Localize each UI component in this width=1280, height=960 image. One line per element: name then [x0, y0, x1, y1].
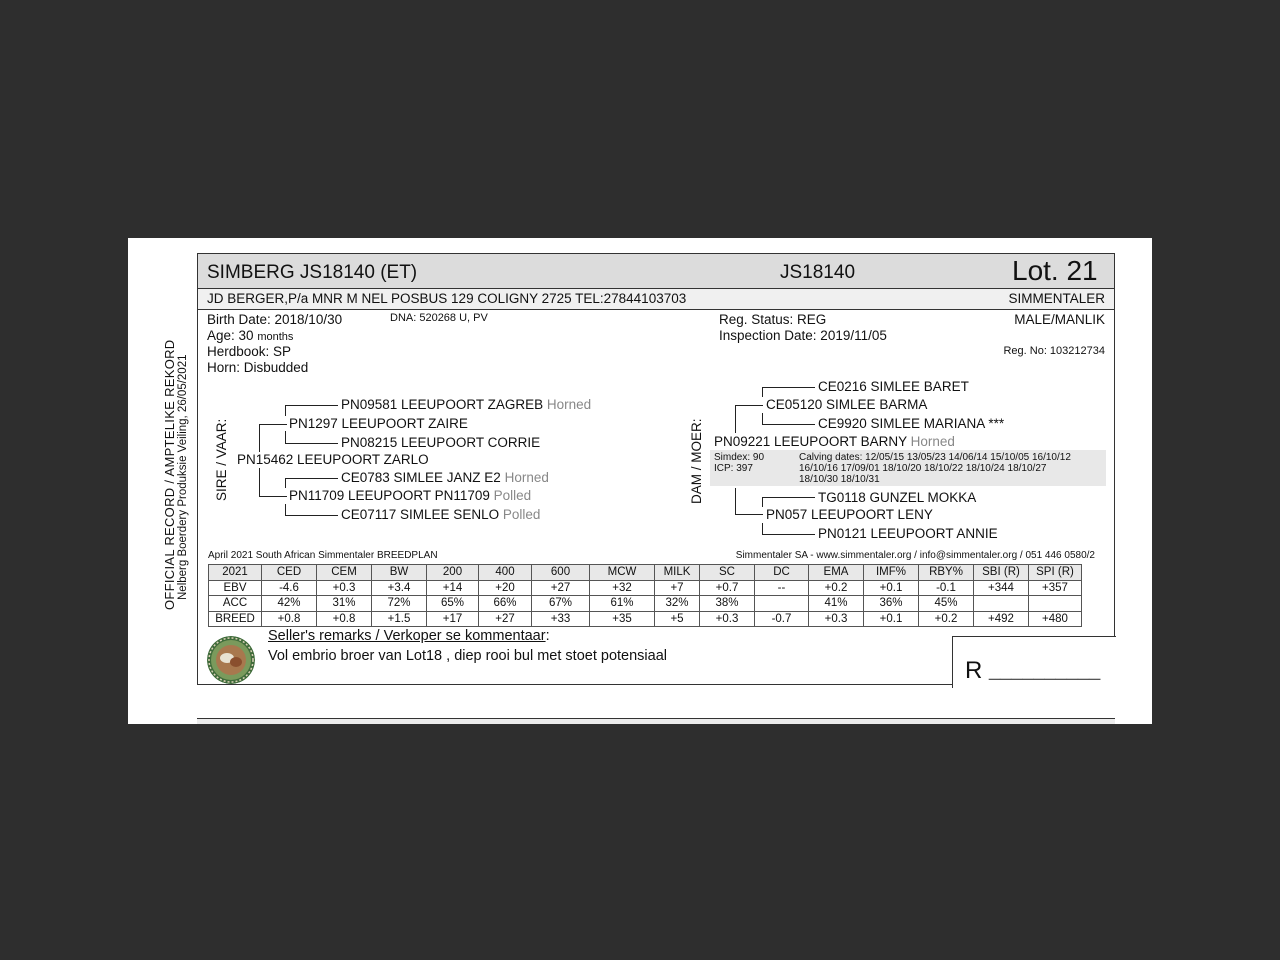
ebv-cell: +14 [427, 580, 479, 596]
ebv-cell: 41% [809, 596, 864, 612]
ebv-cell [755, 596, 809, 612]
age: Age: 30 months [207, 328, 294, 343]
ebv-header-cell: 400 [479, 565, 532, 581]
dam-label: DAM / MOER: [689, 418, 704, 504]
reg-status: Reg. Status: REG [719, 312, 827, 327]
ebv-cell: +0.7 [700, 580, 755, 596]
ebv-table [208, 564, 1082, 627]
inspection-date: Inspection Date: 2019/11/05 [719, 328, 887, 343]
ebv-cell: -0.7 [755, 611, 809, 627]
ebv-row [209, 580, 1082, 596]
ebv-cell: 61% [590, 596, 655, 612]
dam-tag: Horned [910, 434, 955, 449]
ebv-cell: +0.2 [809, 580, 864, 596]
dam-sire: CE05120 SIMLEE BARMA [766, 397, 928, 412]
ebv-header-cell: SPI (R) [1029, 565, 1082, 581]
sire-name: PN15462 LEEUPOORT ZARLO [237, 452, 429, 467]
ebv-header-cell: EMA [809, 565, 864, 581]
sire-label: SIRE / VAAR: [214, 418, 229, 501]
ebv-cell: 66% [479, 596, 532, 612]
animal-name: SIMBERG JS18140 (ET) [207, 262, 418, 283]
price-blank: __________ [989, 659, 1101, 681]
ebv-cell: 36% [864, 596, 919, 612]
ebv-cell: +1.5 [372, 611, 427, 627]
price-currency: R [965, 657, 983, 684]
ebv-cell: +32 [590, 580, 655, 596]
ebv-cell: +0.2 [919, 611, 974, 627]
ebv-cell: 65% [427, 596, 479, 612]
birth-date: Birth Date: 2018/10/30 [207, 312, 343, 327]
ebv-cell: +17 [427, 611, 479, 627]
ebv-cell: +0.8 [317, 611, 372, 627]
calving-dates-line1: Calving dates: 12/05/15 13/05/23 14/06/14 15/10/05 16/10/12 [799, 452, 1071, 463]
ebv-cell: 72% [372, 596, 427, 612]
simmentaler-logo [207, 636, 255, 684]
ebv-cell: +27 [532, 580, 590, 596]
simdex: Simdex: 90 [714, 452, 765, 463]
ebv-cell: +20 [479, 580, 532, 596]
ebv-cell: 42% [262, 596, 317, 612]
ebv-cell: +492 [974, 611, 1029, 627]
ebv-cell: +0.3 [317, 580, 372, 596]
price-box[interactable] [952, 636, 1116, 688]
ebv-cell: +0.1 [864, 611, 919, 627]
remarks-text: Vol embrio broer van Lot18 , diep rooi bul met stoet potensiaal [268, 648, 667, 664]
ebv-cell: +344 [974, 580, 1029, 596]
dam-name: PN09221 LEEUPOORT BARNY Horned [714, 434, 955, 449]
dam-sire-sire: CE0216 SIMLEE BARET [818, 379, 969, 394]
sire-sire-sire: PN09581 LEEUPOORT ZAGREB Horned [341, 397, 592, 412]
calving-dates-line2: 16/10/16 17/09/01 18/10/20 18/10/22 18/10/24 18/10/27 [799, 463, 1047, 474]
herdbook: Herdbook: SP [207, 344, 292, 359]
ebv-header-cell: CED [262, 565, 317, 581]
sdd-tag: Polled [502, 507, 541, 522]
ebv-cell [1029, 596, 1082, 612]
ebv-header-cell: MILK [655, 565, 700, 581]
catalogue-sheet [128, 238, 1152, 724]
ebv-header-cell: CEM [317, 565, 372, 581]
ebv-header-cell: RBY% [919, 565, 974, 581]
ebv-cell: 31% [317, 596, 372, 612]
sex: MALE/MANLIK [1014, 312, 1105, 327]
sds-tag: Horned [504, 470, 549, 485]
ebv-header-cell: MCW [590, 565, 655, 581]
dam-dam-sire: TG0118 GUNZEL MOKKA [818, 490, 977, 505]
dna-info: DNA: 520268 U, PV [390, 312, 488, 324]
ebv-row-label: ACC [209, 596, 262, 612]
dam-sire-dam: CE9920 SIMLEE MARIANA *** [818, 416, 1005, 431]
dam-dam: PN057 LEEUPOORT LENY [766, 507, 933, 522]
sss-tag: Horned [546, 397, 592, 412]
ebv-header-cell: SBI (R) [974, 565, 1029, 581]
owner-info: JD BERGER,P/a MNR M NEL POSBUS 129 COLIGNY 2725 TEL:27844103703 [207, 291, 687, 306]
official-record-label: OFFICIAL RECORD / AMPTELIKE REKORD [162, 339, 177, 610]
lot-number: Lot. 21 [1012, 255, 1098, 286]
ebv-cell: +7 [655, 580, 700, 596]
ebv-cell: +0.3 [809, 611, 864, 627]
breedplan-contact: Simmentaler SA - www.simmentaler.org / info@simmentaler.org / 051 446 0580/2 [735, 550, 1095, 561]
ebv-cell: -- [755, 580, 809, 596]
animal-id: JS18140 [780, 262, 856, 283]
ebv-header-cell: DC [755, 565, 809, 581]
ebv-header-cell: SC [700, 565, 755, 581]
ebv-cell: +35 [590, 611, 655, 627]
lot-card [197, 253, 1115, 685]
sire-dam-dam: CE07117 SIMLEE SENLO Polled [341, 507, 541, 522]
remarks-title: Seller's remarks / Verkoper se kommentaar: [268, 628, 550, 644]
ebv-header-cell: BW [372, 565, 427, 581]
ebv-cell: 67% [532, 596, 590, 612]
ebv-cell: +0.3 [700, 611, 755, 627]
ebv-cell: 32% [655, 596, 700, 612]
ebv-header-row [209, 565, 1082, 581]
ebv-cell: +27 [479, 611, 532, 627]
ebv-cell: -0.1 [919, 580, 974, 596]
sire-sire-dam: PN08215 LEEUPOORT CORRIE [341, 435, 541, 450]
ebv-row-label: BREED [209, 611, 262, 627]
sire-dam: PN11709 LEEUPOORT PN11709 Polled [289, 488, 532, 503]
sire-dam-tag: Polled [493, 488, 532, 503]
horn-status: Horn: Disbudded [207, 360, 309, 375]
ebv-header-cell: 2021 [209, 565, 262, 581]
ebv-cell: +480 [1029, 611, 1082, 627]
ebv-cell: +3.4 [372, 580, 427, 596]
ebv-cell [974, 596, 1029, 612]
title-bar [198, 254, 1114, 289]
ebv-cell: 45% [919, 596, 974, 612]
calving-info-box [710, 450, 1106, 486]
ebv-row-label: EBV [209, 580, 262, 596]
ebv-row [209, 611, 1082, 627]
ebv-header-cell: 600 [532, 565, 590, 581]
auction-name-label: Nelberg Boerdery Produksie Veiling, 26/05/2021 [177, 354, 189, 600]
ebv-cell: -4.6 [262, 580, 317, 596]
age-unit: months [257, 331, 294, 343]
dam-dam-dam: PN0121 LEEUPOORT ANNIE [818, 526, 998, 541]
icp: ICP: 397 [714, 463, 753, 474]
sire-dam-sire: CE0783 SIMLEE JANZ E2 Horned [341, 470, 549, 485]
next-card-edge [197, 718, 1115, 724]
ebv-header-cell: IMF% [864, 565, 919, 581]
calving-dates-line3: 18/10/30 18/10/31 [799, 474, 880, 485]
breed-name: SIMMENTALER [1008, 291, 1105, 306]
ebv-cell: +5 [655, 611, 700, 627]
ebv-row [209, 596, 1082, 612]
reg-number: Reg. No: 103212734 [1003, 345, 1105, 357]
ebv-cell: +357 [1029, 580, 1082, 596]
ebv-cell: +0.8 [262, 611, 317, 627]
ebv-cell: +33 [532, 611, 590, 627]
ebv-cell: +0.1 [864, 580, 919, 596]
ebv-header-cell: 200 [427, 565, 479, 581]
breedplan-source: April 2021 South African Simmentaler BREEDPLAN [208, 550, 438, 561]
sire-sire: PN1297 LEEUPOORT ZAIRE [289, 416, 468, 431]
ebv-cell: 38% [700, 596, 755, 612]
owner-bar [198, 289, 1114, 310]
